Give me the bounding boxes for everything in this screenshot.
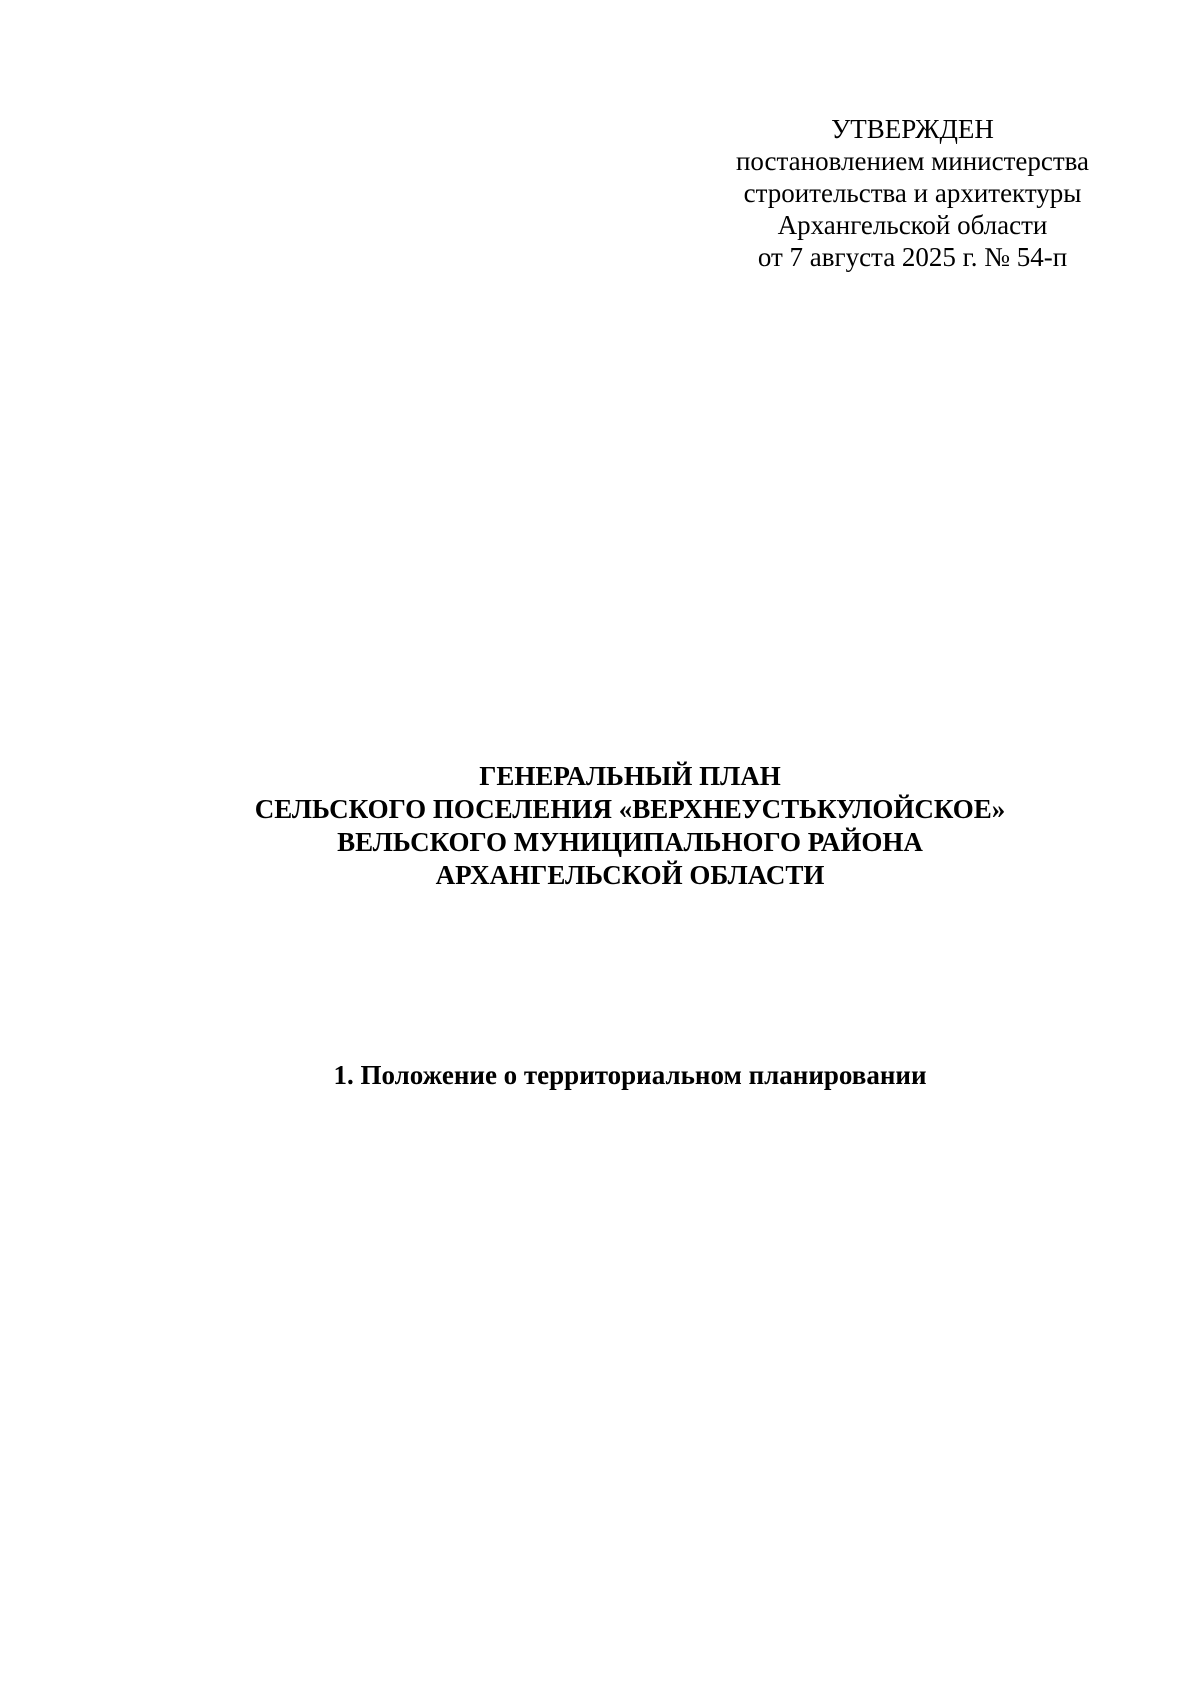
approval-authority-line-2: строительства и архитектуры — [743, 178, 1082, 208]
approval-stamp-block — [725, 113, 1100, 273]
approval-date-number: от 7 августа 2025 г. № 54-п — [757, 242, 1068, 272]
document-title-line-1: ГЕНЕРАЛЬНЫЙ ПЛАН — [479, 761, 781, 791]
document-title-line-3: ВЕЛЬСКОГО МУНИЦИПАЛЬНОГО РАЙОНА — [337, 827, 923, 857]
approval-authority-line-3: Архангельской области — [777, 210, 1048, 240]
document-title-line-4: АРХАНГЕЛЬСКОЙ ОБЛАСТИ — [435, 860, 825, 890]
document-title — [0, 760, 1200, 892]
document-title-line-2: СЕЛЬСКОГО ПОСЕЛЕНИЯ «ВЕРХНЕУСТЬКУЛОЙСКОЕ» — [254, 794, 1006, 824]
approval-status: УТВЕРЖДЕН — [831, 114, 994, 144]
approval-authority-line-1: постановлением министерства — [735, 146, 1090, 176]
section-heading: 1. Положение о территориальном планировании — [333, 1060, 927, 1090]
